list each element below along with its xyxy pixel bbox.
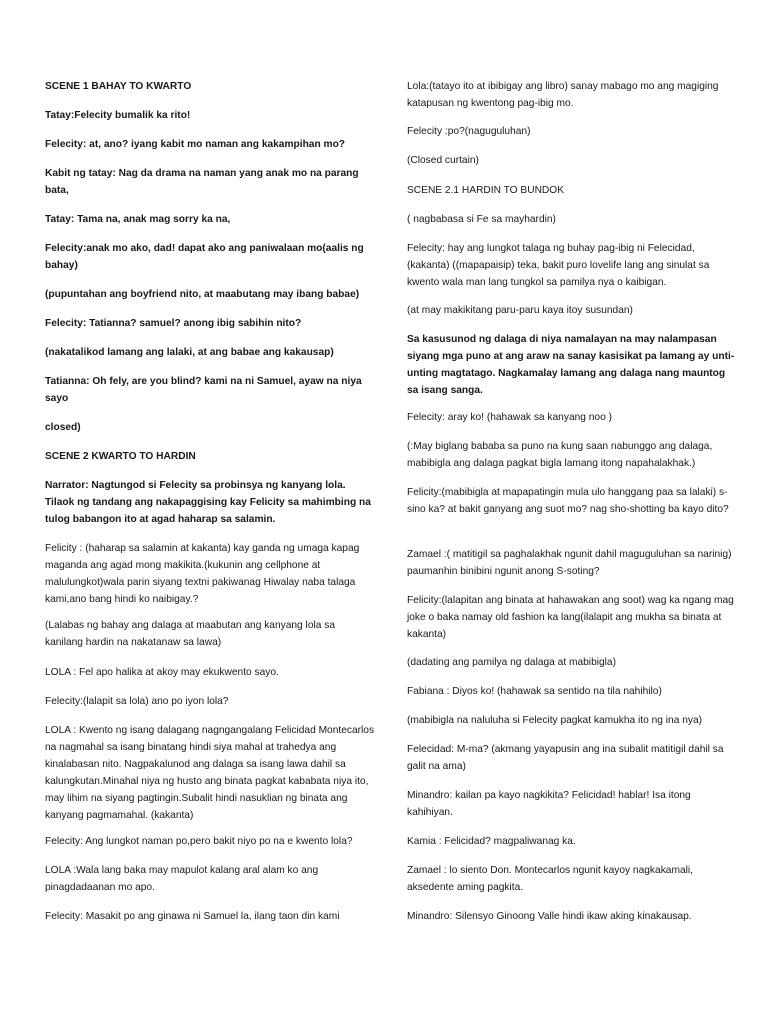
dialogue-line: Felecity:(lalapit sa lola) ano po iyon lola?: [45, 696, 229, 707]
dialogue-line: Fabiana : Diyos ko! (hahawak sa sentido na tila nahihilo): [407, 686, 662, 697]
stage-direction: (dadating ang pamilya ng dalaga at mabibigla): [407, 657, 616, 668]
dialogue-line: Minandro: kailan pa kayo nagkikita? Felicidad! hablar! Isa itong kahihiyan.: [407, 790, 691, 818]
dialogue-line: LOLA : Kwento ng isang dalagang nagngangalang Felicidad Montecarlos na nagmahal sa isang binatang hindi siya mahal at trahedya ang kinalabasan nito. Nagpakalunod ang dalaga sa isang lawa dahil sa kalungkutan.Minahal niya ng husto ang binata pagkat kababata niya ito, may lihim na siyang pagtingin.Subalit hindi nasuklian ng binata ang kanyang pagmamahal. (kakanta): [45, 725, 375, 821]
stage-direction: (mabibigla na naluluha si Felecity pagkat kamukha ito ng ina nya): [407, 715, 703, 726]
dialogue-line: Kamia : Felicidad? magpaliwanag ka.: [407, 836, 576, 847]
dialogue-line: Kabit ng tatay: Nag da drama na naman yang anak mo na parang bata,: [45, 168, 359, 196]
dialogue-line: Felicity:(mabibigla at mapapatingin mula ulo hanggang paa sa lalaki) s-sino ka? at bakit ganyang ang suot mo? nag sho-shotting ba kayo dito?: [407, 487, 729, 515]
dialogue-line: Felicity : (haharap sa salamin at kakanta) kay ganda ng umaga kapag maganda ang agad mong makikita.(kukunin ang cellphone at malulungkot)wala parin siyang textni pakiwanag Hiwalay naba talaga kami,ano bang hindi ko naibigay.?: [45, 543, 360, 605]
narration: Narrator: Nagtungod si Felecity sa probinsya ng kanyang lola. Tilaok ng tandang ang nakapaggising kay Felicity sa mahimbing na tulog babangon ito at agad haharap sa salamin.: [45, 480, 371, 525]
stage-direction: (nakatalikod lamang ang lalaki, at ang babae ang kakausap): [45, 347, 334, 358]
dialogue-line: Zamael : lo siento Don. Montecarlos ngunit kayoy nagkakamali, aksedente aming pagkita.: [407, 865, 693, 893]
stage-direction: (Lalabas ng bahay ang dalaga at maabutan ang kanyang lola sa kanilang hardin na nakatanaw sa lawa): [45, 620, 336, 648]
stage-direction: closed): [45, 422, 81, 433]
dialogue-line: Tatianna: Oh fely, are you blind? kami na ni Samuel, ayaw na niya sayo: [45, 376, 362, 404]
dialogue-line: LOLA : Fel apo halika at akoy may ekukwento sayo.: [45, 667, 279, 678]
dialogue-line: Lola:(tatayo ito at ibibigay ang libro) sanay mabago mo ang magiging katapusan ng kwentong pag-ibig mo.: [407, 81, 719, 109]
dialogue-line: Felecidad: M-ma? (akmang yayapusin ang ina subalit matitigil dahil sa galit na ama): [407, 744, 724, 772]
dialogue-line: Felecity: Ang lungkot naman po,pero bakit niyo po na e kwento lola?: [45, 836, 353, 847]
stage-direction: (:May biglang bababa sa puno na kung saan nabunggo ang dalaga, mabibigla ang dalaga pagkat bigla lamang itong napahalakhak.): [407, 441, 713, 469]
stage-direction: (Closed curtain): [407, 155, 479, 166]
dialogue-line: Zamael :( matitigil sa paghalakhak ngunit dahil maguguluhan sa narinig) paumanhin binibini ngunit anong S-soting?: [407, 549, 732, 577]
dialogue-line: Felecity: hay ang lungkot talaga ng buhay pag-ibig ni Felecidad, (kakanta) ((mapapaisip) teka, bakit puro lovelife lang ang sinulat sa kwento wala man lang tungkol sa pamilya nya o kaibigan.: [407, 243, 710, 288]
scene-heading: SCENE 2.1 HARDIN TO BUNDOK: [407, 185, 565, 196]
dialogue-line: Felecity: Masakit po ang ginawa ni Samuel la, ilang taon din kami: [45, 911, 340, 922]
scene-heading: SCENE 1 BAHAY TO KWARTO: [45, 81, 192, 92]
dialogue-line: Tatay:Felecity bumalik ka rito!: [45, 110, 191, 121]
stage-direction: (at may makikitang paru-paru kaya itoy susundan): [407, 305, 633, 316]
dialogue-line: Felecity: at, ano? iyang kabit mo naman ang kakampihan mo?: [45, 139, 346, 150]
stage-direction: ( nagbabasa si Fe sa mayhardin): [407, 214, 556, 225]
dialogue-line: Felecity:anak mo ako, dad! dapat ako ang paniwalaan mo(aalis ng bahay): [45, 243, 364, 271]
stage-direction: (pupuntahan ang boyfriend nito, at maabutang may ibang babae): [45, 289, 360, 300]
scene-heading: SCENE 2 KWARTO TO HARDIN: [45, 451, 196, 462]
dialogue-line: Felecity: aray ko! (hahawak sa kanyang noo ): [407, 412, 612, 423]
dialogue-line: Minandro: Silensyo Ginoong Valle hindi ikaw aking kinakausap.: [407, 911, 692, 922]
dialogue-line: Felicity:(lalapitan ang binata at hahawakan ang soot) wag ka ngang mag joke o baka namay old fashion ka lang(ilalapit ang mukha sa binata at kakanta): [407, 595, 734, 640]
dialogue-line: Felecity :po?(naguguluhan): [407, 126, 531, 137]
dialogue-line: LOLA :Wala lang baka may mapulot kalang aral alam ko ang pinagdadaanan mo apo.: [45, 865, 319, 893]
dialogue-line: Tatay: Tama na, anak mag sorry ka na,: [45, 214, 231, 225]
narration: Sa kasusunod ng dalaga di niya namalayan na may nalampasan siyang mga puno at ang araw na sanay kasisikat pa lamang ay unti-unting magtatago. Nagkamalay lamang ang dalaga nang mauntog sa isang sanga.: [407, 334, 735, 396]
dialogue-line: Felecity: Tatianna? samuel? anong ibig sabihin nito?: [45, 318, 302, 329]
